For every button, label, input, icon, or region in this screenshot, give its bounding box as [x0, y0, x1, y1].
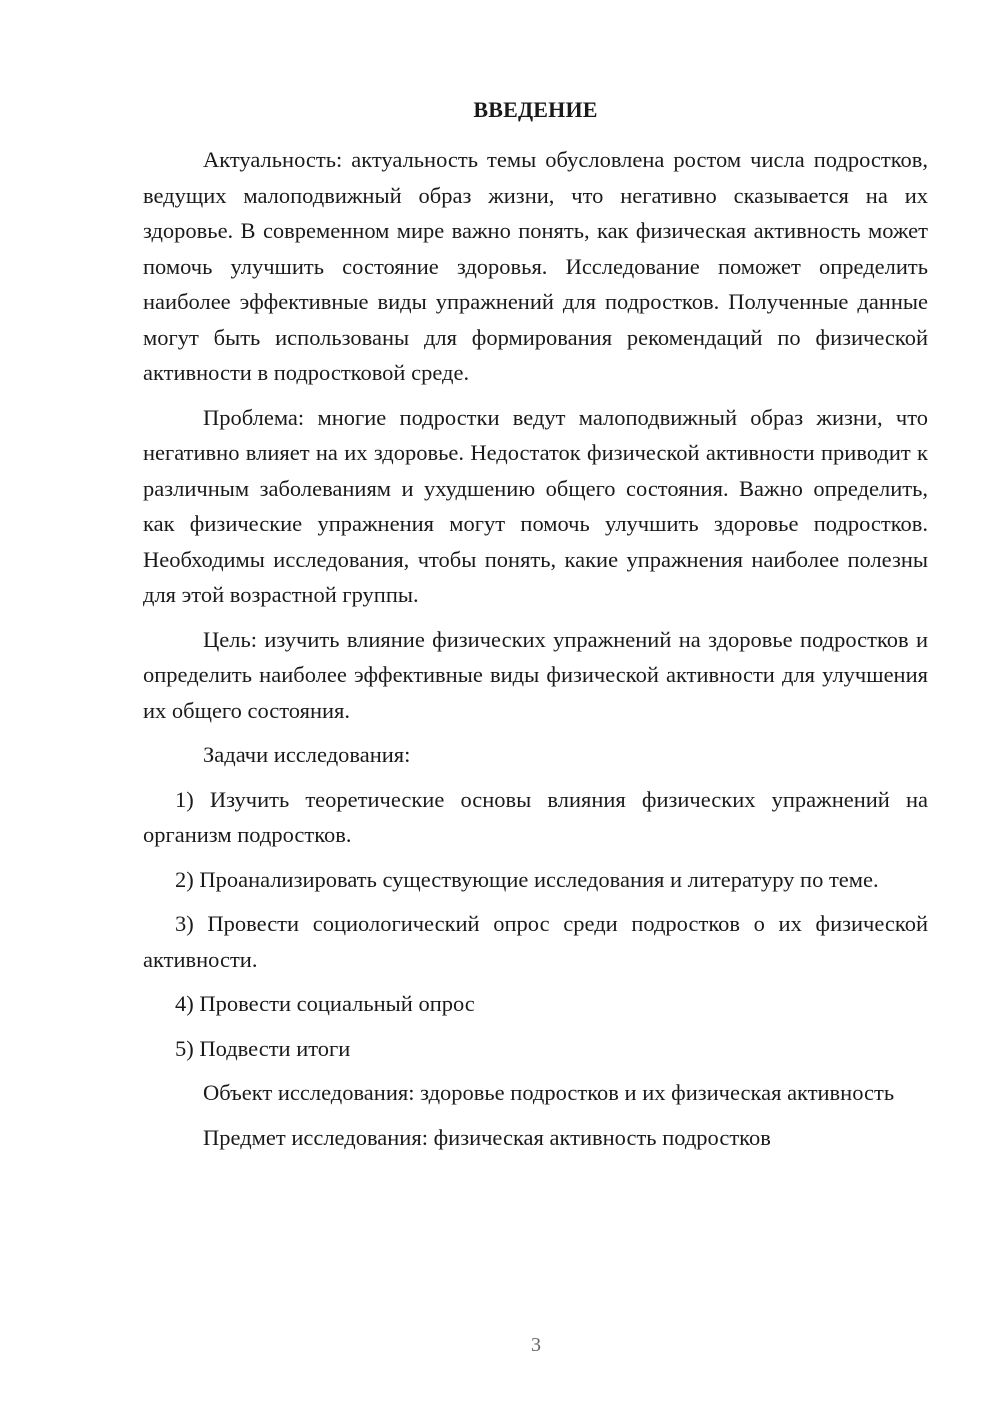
- paragraph-relevance: Актуальность: актуальность темы обусловлена ростом числа подростков, ведущих малоподвижный образ жизни, что негативно сказывается на их здоровье. В современном мире важно понять, как физическая активность может помочь улучшить состояние здоровья. Исследование поможет определить наиболее эффективные виды упражнений для подростков. Полученные данные могут быть использованы для формирования рекомендаций по физической активности в подростковой среде.: [143, 147, 928, 385]
- task-item-5: 5) Подвести итоги: [175, 1035, 351, 1061]
- paragraph-goal: Цель: изучить влияние физических упражнений на здоровье подростков и определить наиболее эффективные виды физической активности для улучшения их общего состояния.: [143, 626, 928, 723]
- task-item-3: 3) Провести социологический опрос среди подростков о их физической активности.: [143, 911, 928, 972]
- task-item-2: 2) Проанализировать существующие исследования и литературу по теме.: [175, 866, 879, 892]
- paragraph-problem: Проблема: многие подростки ведут малоподвижный образ жизни, что негативно влияет на их здоровье. Недостаток физической активности приводит к различным заболеваниям и ухудшению общего состояния. Важно определить, как физические упражнения могут помочь улучшить здоровье подростков. Необходимы исследования, чтобы понять, какие упражнения наиболее полезны для этой возрастной группы.: [143, 404, 928, 607]
- paragraph-subject: Предмет исследования: физическая активность подростков: [203, 1124, 771, 1150]
- document-body: [143, 142, 928, 1164]
- page-number: 3: [531, 1334, 541, 1356]
- task-item-4: 4) Провести социальный опрос: [175, 991, 475, 1016]
- page-title: ВВЕДЕНИЕ: [473, 97, 598, 122]
- paragraph-tasks-heading: Задачи исследования:: [203, 742, 411, 767]
- paragraph-object: Объект исследования: здоровье подростков и их физическая активность: [203, 1080, 895, 1105]
- task-item-1: 1) Изучить теоретические основы влияния физических упражнений на организм подростков.: [143, 786, 928, 847]
